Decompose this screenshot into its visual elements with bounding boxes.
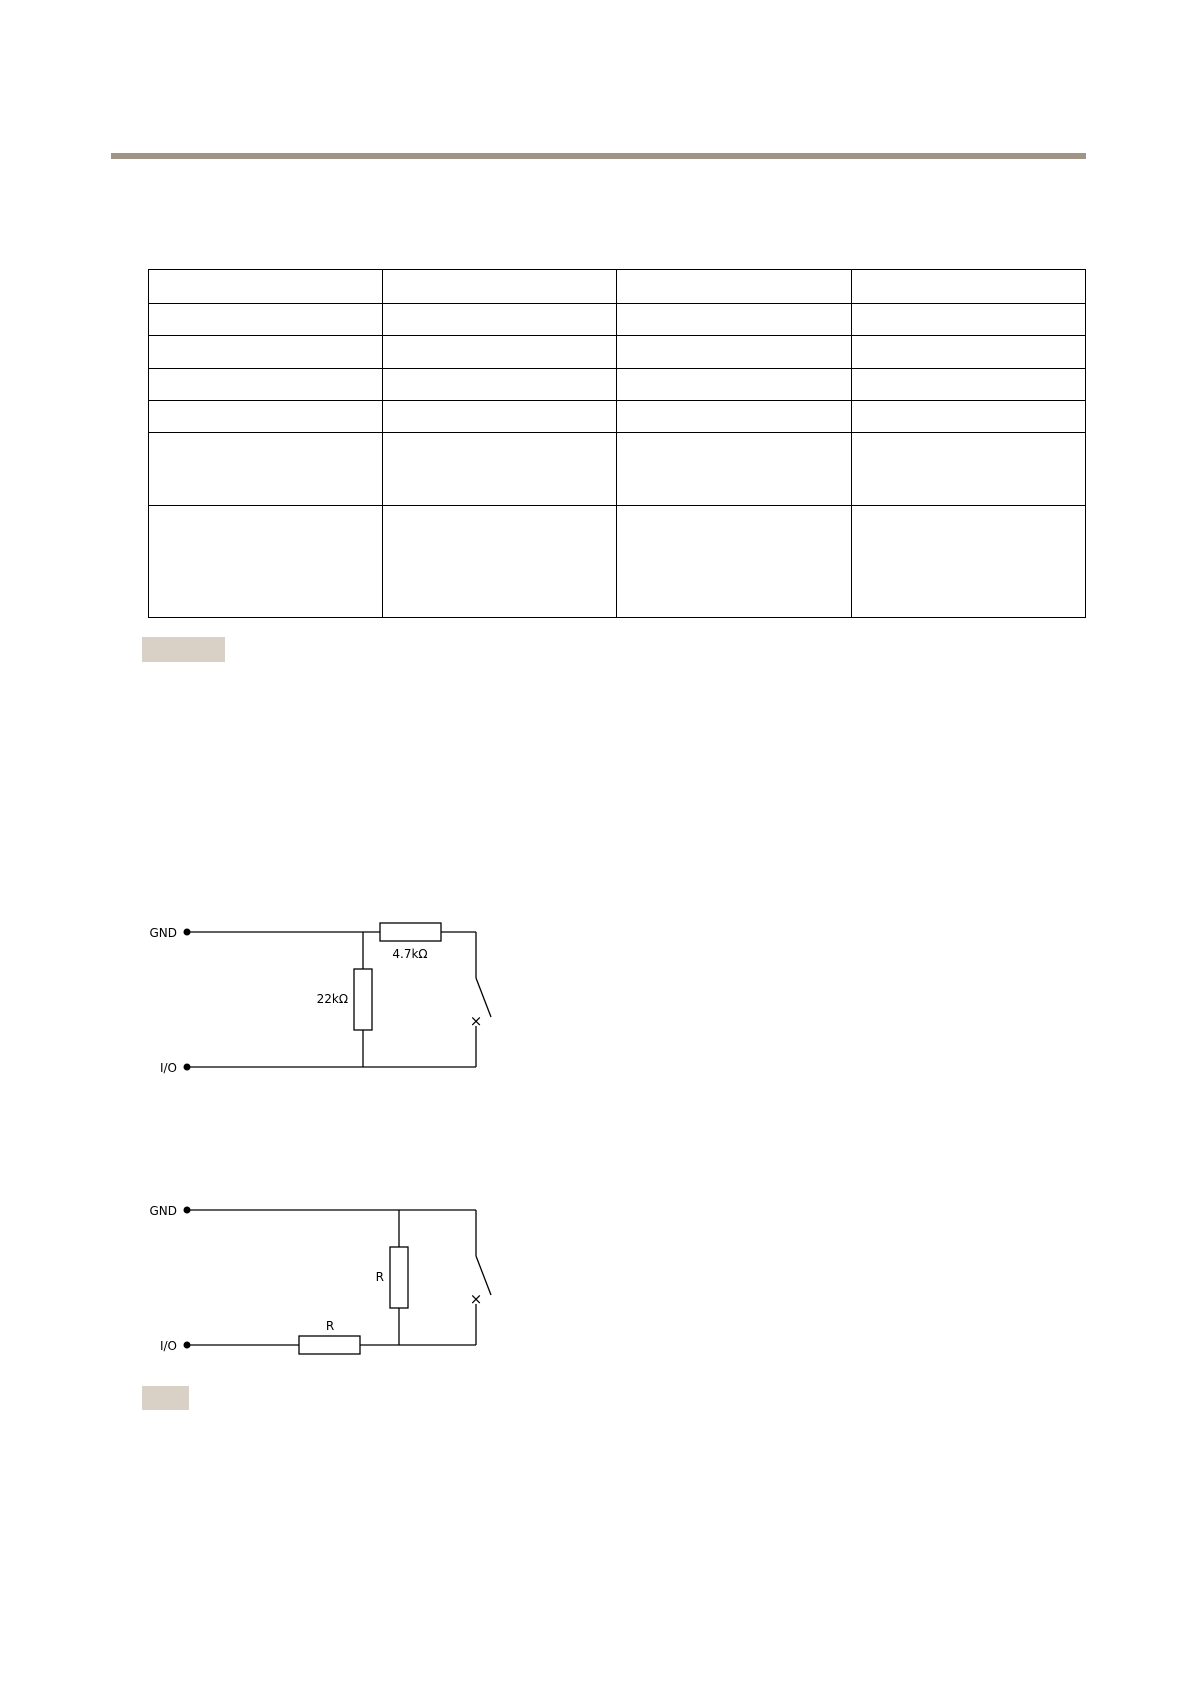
table-cell [383, 506, 617, 618]
io-terminal [184, 1342, 191, 1349]
table-cell [149, 401, 383, 433]
table-cell [383, 401, 617, 433]
table-cell [852, 304, 1086, 336]
table-cell [149, 304, 383, 336]
table-row [149, 270, 1086, 304]
gnd-label: GND [149, 926, 177, 940]
table-cell [852, 270, 1086, 304]
table-cell [149, 506, 383, 618]
table-cell [149, 369, 383, 401]
circuit-diagram-supervised [0, 900, 600, 1100]
spec-table [148, 269, 1086, 618]
parallel-resistor [354, 969, 372, 1030]
io-label: I/O [159, 1061, 177, 1075]
table-cell [852, 336, 1086, 369]
table-cell [852, 401, 1086, 433]
table-cell [617, 270, 852, 304]
series-resistor-label: R [325, 1319, 335, 1333]
parallel-resistor [390, 1247, 408, 1308]
circuit-diagram-generic [0, 1180, 600, 1360]
top-rule [111, 153, 1086, 159]
table-cell [617, 304, 852, 336]
switch-mark: × [469, 1012, 483, 1030]
gnd-terminal [184, 1207, 191, 1214]
section-label-box [142, 1386, 189, 1410]
parallel-resistor-label: 22kΩ [316, 992, 348, 1006]
switch-mark: × [469, 1290, 483, 1308]
table-cell [149, 336, 383, 369]
table-cell [383, 369, 617, 401]
table-row [149, 506, 1086, 618]
table-cell [383, 270, 617, 304]
table-row [149, 433, 1086, 506]
table-cell [149, 433, 383, 506]
table-cell [617, 401, 852, 433]
gnd-terminal [184, 929, 191, 936]
series-resistor [299, 1336, 360, 1354]
parallel-resistor-label: R [375, 1270, 384, 1284]
table-row [149, 369, 1086, 401]
table-cell [383, 433, 617, 506]
io-terminal [184, 1064, 191, 1071]
table-row [149, 401, 1086, 433]
table-cell [852, 433, 1086, 506]
table-cell [617, 369, 852, 401]
table-cell [852, 506, 1086, 618]
series-resistor-label: 4.7kΩ [392, 947, 428, 961]
gnd-label: GND [149, 1204, 177, 1218]
section-label-box [142, 637, 225, 662]
table-cell [149, 270, 383, 304]
table-row [149, 336, 1086, 369]
table-cell [852, 369, 1086, 401]
table-cell [617, 433, 852, 506]
table-cell [617, 336, 852, 369]
io-label: I/O [159, 1339, 177, 1353]
series-resistor [380, 923, 441, 941]
table-row [149, 304, 1086, 336]
table-cell [383, 304, 617, 336]
table-cell [617, 506, 852, 618]
table-cell [383, 336, 617, 369]
